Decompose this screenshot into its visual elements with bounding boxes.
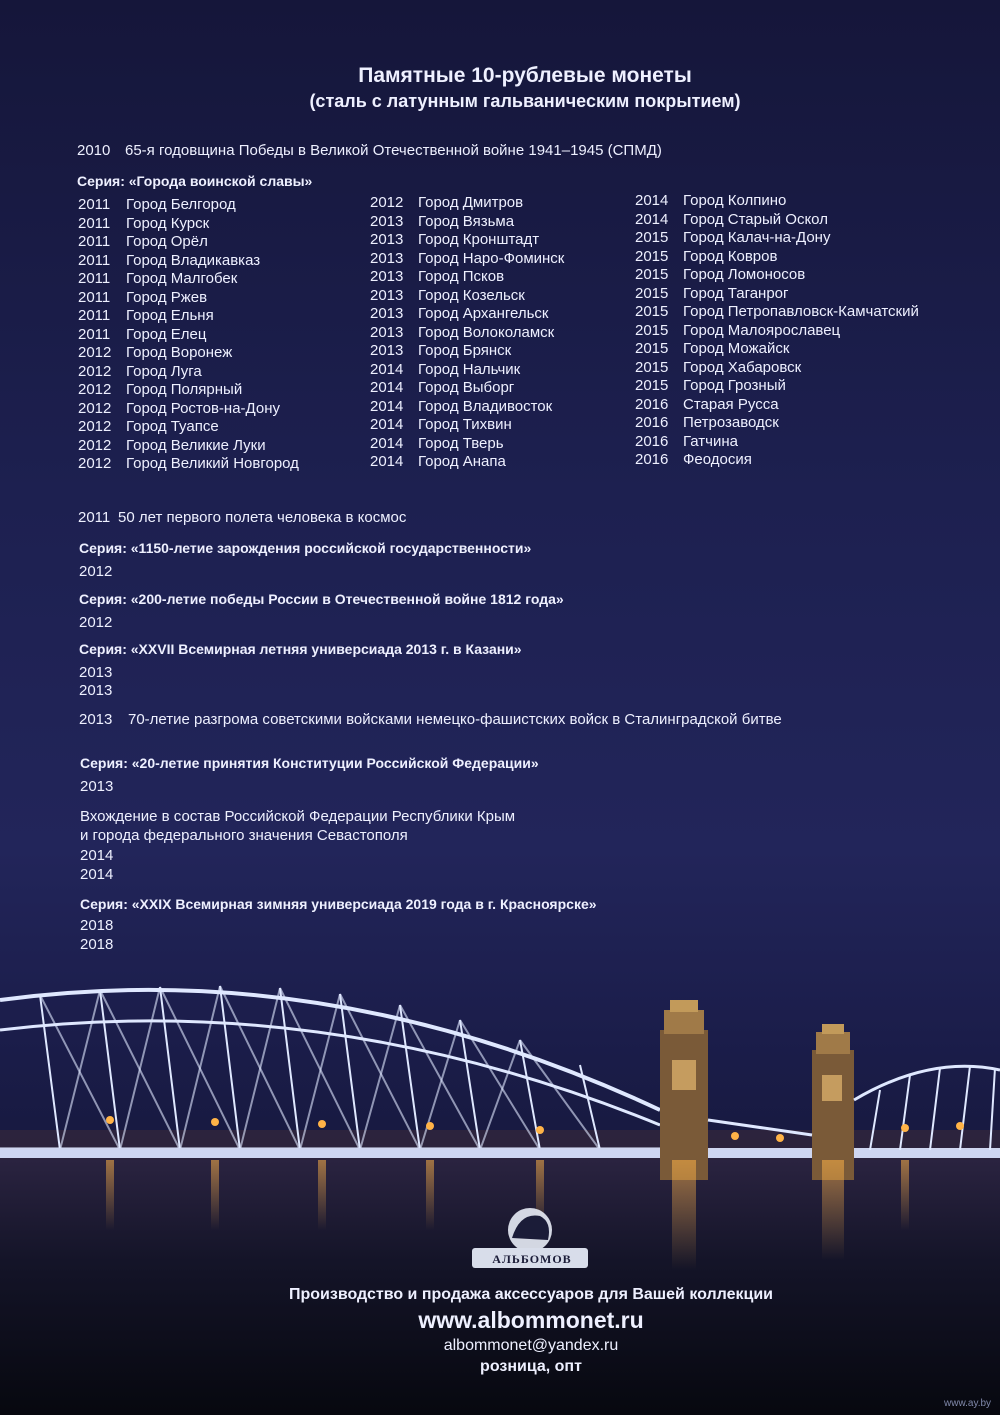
crimea-line-2: и города федерального значения Севастополя [80,827,408,844]
entry-year: 2012 [78,455,112,472]
entry-year: 2015 [635,229,669,246]
entry-year: 2011 [78,270,111,287]
entry-text: Город Воронеж [126,344,233,361]
entry-year: 2013 [370,212,404,230]
list-item [370,435,564,454]
entry-year: 2016 [635,395,669,413]
entry-text: Город Выборг [418,379,515,396]
entry-text: Город Брянск [418,342,512,359]
entry-text: Город Владикавказ [126,251,261,269]
entry-year: 2013 [370,268,404,285]
list-item [370,194,564,213]
entry-year: 2014 [370,453,404,470]
list-item [78,455,299,474]
entry-text: Город Тихвин [418,416,512,433]
entry-year: 2013 [370,249,404,267]
logo-wordmark: АЛЬБОМОВ [492,1252,572,1266]
entry-text: Город Грозный [683,377,786,394]
entry-year: 2018 [80,936,114,953]
series-constitution-heading: Серия: «20-летие принятия Конституции Российской Федерации» [80,755,539,771]
entry-text: 65-я годовщина Победы в Великой Отечественной войне 1941–1945 (СПМД) [125,142,662,159]
list-item [370,287,564,306]
entry-text: Город Ростов-на-Дону [126,399,281,417]
list-item [635,229,919,248]
list-item [635,359,919,378]
list-item [635,396,919,415]
crimea-line-1: Вхождение в состав Российской Федерации Республики Крым [80,808,516,825]
entry-year: 2013 [370,323,404,341]
entry-year: 2014 [370,397,404,415]
watermark: www.ay.by [944,1398,992,1409]
victory-entry [77,142,662,159]
list-item [78,400,299,419]
entry-year: 2015 [635,321,669,339]
page-title: Памятные 10-рублевые монеты [358,64,692,87]
series-cities-heading: Серия: «Города воинской славы» [77,173,313,189]
entry-year: 2011 [78,196,111,213]
entry-text: Город Можайск [683,340,790,357]
entry-year: 2014 [370,379,404,396]
bridge-tower-right [812,1024,854,1180]
list-item [370,213,564,232]
entry-year: 2012 [78,418,112,435]
entry-year: 2013 [370,342,404,359]
list-item [635,451,919,470]
entry-text: Город Ельня [126,307,214,324]
entry-year: 2011 [78,307,111,324]
entry-year: 2011 [78,288,111,306]
entry-year: 2013 [79,664,113,681]
list-item [78,437,299,456]
list-item [370,416,564,435]
series-1150-heading: Серия: «1150-летие зарождения российской государственности» [79,540,532,556]
list-item [78,233,299,252]
entry-text: Город Вязьма [418,212,515,230]
list-item [78,307,299,326]
entry-text: Гатчина [683,432,738,450]
entry-year: 2012 [78,399,112,417]
entry-year: 2015 [635,284,669,302]
entry-text: Город Белгород [126,196,236,213]
entry-text: Город Орёл [126,233,208,250]
entry-text: Город Хабаровск [683,358,802,376]
entry-year: 2012 [78,362,112,380]
bridge-truss-left [0,986,660,1150]
entry-text: Город Колпино [683,192,787,209]
entry-text: Феодосия [683,451,752,468]
entry-year: 2014 [370,416,404,433]
entry-year: 2016 [635,432,669,450]
entry-year: 2014 [635,192,669,209]
list-item [635,414,919,433]
footer-tagline: Производство и продажа аксессуаров для Вашей коллекции [288,1286,774,1303]
entry-text: Город Великие Луки [126,436,266,454]
entry-text: Город Козельск [418,286,525,304]
list-item [370,231,564,250]
space-entry [78,509,406,526]
entry-text: Город Малоярославец [683,321,841,339]
entry-year: 2015 [635,358,669,376]
entry-text: Город Туапсе [126,418,219,435]
entry-year: 2015 [635,266,669,283]
entry-text: Город Старый Оскол [683,210,828,228]
list-item [78,344,299,363]
entry-year: 2013 [79,711,113,728]
entry-year: 2015 [635,377,669,394]
list-item [370,398,564,417]
entry-text: Город Ломоносов [683,266,806,283]
series-universiade-heading: Серия: «XXVII Всемирная летняя универсиада 2013 г. в Казани» [79,641,522,657]
list-item [78,215,299,234]
list-item [370,250,564,269]
entry-year: 2013 [370,286,404,304]
entry-text: Город Дмитров [418,194,524,211]
list-item [78,196,299,215]
list-item [635,377,919,396]
entry-year: 2014 [370,434,404,452]
entry-text: 50 лет первого полета человека в космос [118,509,407,526]
list-item [78,270,299,289]
list-item [370,453,564,472]
list-item [370,324,564,343]
entry-text: Город Ковров [683,247,778,265]
entry-text: Город Владивосток [418,397,553,415]
entry-text: Город Псков [418,268,505,285]
series-1812-heading: Серия: «200-летие победы России в Отечественной войне 1812 года» [79,591,564,607]
entry-year: 2012 [78,381,112,398]
entry-text: Город Петропавловск-Камчатский [683,303,919,320]
entry-year: 2012 [370,194,404,211]
entry-text: Старая Русса [683,395,779,413]
series-winter-heading: Серия: «XXIX Всемирная зимняя универсиада 2019 года в г. Красноярске» [80,896,597,912]
list-item [635,303,919,322]
entry-year: 2014 [80,847,114,864]
entry-year: 2014 [635,210,669,228]
bridge-tower-left [660,1000,708,1180]
entry-text: Город Ржев [126,288,208,306]
entry-text: Петрозаводск [683,414,779,431]
stalingrad-entry [79,711,782,728]
page-subtitle: (сталь с латунным гальваническим покрытием) [309,91,741,111]
list-item [78,289,299,308]
entry-year: 2012 [79,614,113,631]
entry-year: 2014 [80,866,114,883]
cities-column-1 [78,196,299,474]
list-item [635,192,919,211]
list-item [78,418,299,437]
footer-website-link[interactable]: www.albommonet.ru [418,1307,644,1333]
entry-year: 2015 [635,247,669,265]
entry-year: 2015 [635,303,669,320]
list-item [635,322,919,341]
entry-year: 2015 [635,340,669,357]
entry-text: Город Наро-Фоминск [418,249,565,267]
list-item [78,381,299,400]
list-item [370,361,564,380]
entry-text: Город Великий Новгород [126,455,299,472]
cities-column-3 [635,192,919,470]
entry-text: Город Нальчик [418,360,521,378]
list-item [370,342,564,361]
list-item [635,433,919,452]
entry-year: 2016 [635,451,669,468]
entry-text: Город Таганрог [683,284,789,302]
entry-year: 2018 [80,917,114,934]
entry-year: 2011 [78,233,111,250]
entry-year: 2011 [78,251,111,269]
footer-email-link[interactable]: albommonet@yandex.ru [443,1337,619,1354]
entry-text: 70-летие разгрома советскими войсками немецко-фашистских войск в Сталинградской битве [128,711,782,728]
entry-year: 2012 [79,563,113,580]
list-item [370,305,564,324]
list-item [370,268,564,287]
entry-text: Город Елец [126,325,207,343]
footer-sales: розница, опт [480,1358,582,1375]
list-item [635,340,919,359]
entry-year: 2012 [78,436,112,454]
entry-text: Город Луга [126,362,202,380]
entry-year: 2011 [78,325,111,343]
entry-text: Город Полярный [126,381,243,398]
entry-year: 2013 [79,682,113,699]
list-item [78,363,299,382]
entry-year: 2014 [370,360,404,378]
entry-year: 2011 [78,509,111,526]
entry-year: 2010 [77,142,111,159]
entry-text: Город Кронштадт [418,231,540,248]
list-item [78,252,299,271]
list-item [635,211,919,230]
entry-text: Город Калач-на-Дону [683,229,831,246]
entry-text: Город Волоколамск [418,323,555,341]
entry-text: Город Анапа [418,453,506,470]
entry-year: 2016 [635,414,669,431]
cities-column-2 [370,194,564,472]
list-item [635,266,919,285]
list-item [635,248,919,267]
entry-text: Город Архангельск [418,305,549,322]
entry-text: Город Тверь [418,434,504,452]
entry-year: 2013 [370,231,404,248]
entry-text: Город Малгобек [126,270,238,287]
entry-text: Город Курск [126,214,210,232]
entry-year: 2013 [370,305,404,322]
list-item [635,285,919,304]
entry-year: 2013 [80,778,114,795]
entry-year: 2011 [78,214,111,232]
entry-year: 2012 [78,344,112,361]
list-item [78,326,299,345]
list-item [370,379,564,398]
